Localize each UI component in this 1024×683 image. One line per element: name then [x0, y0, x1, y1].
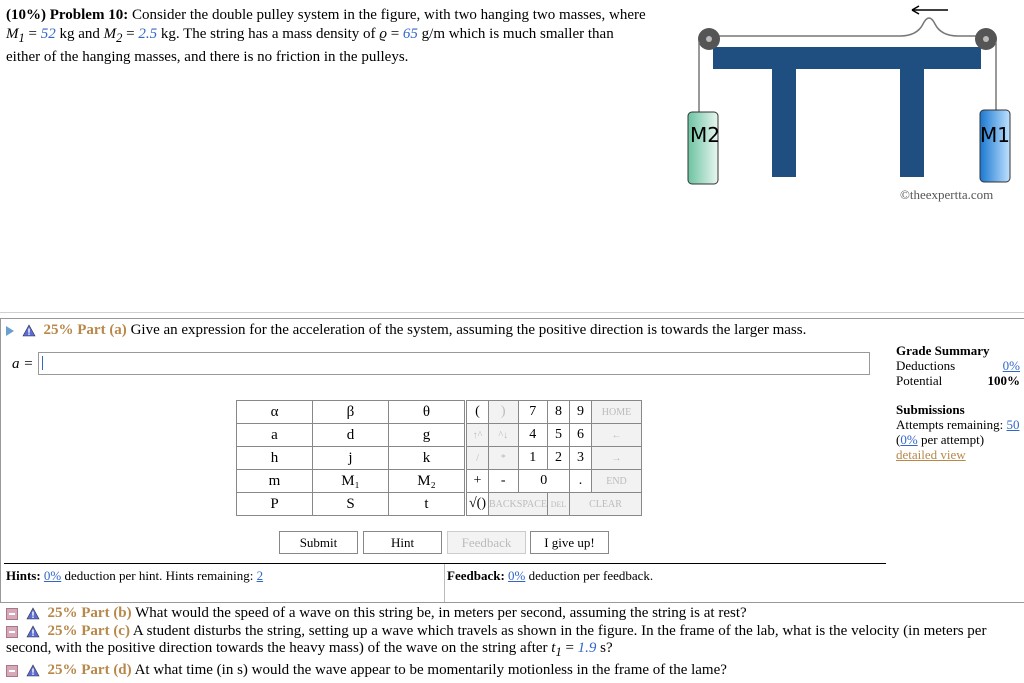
submissions-title: Submissions — [896, 402, 965, 417]
attempts-label: Attempts remaining: — [896, 417, 1004, 432]
key-right-arrow[interactable]: → — [592, 447, 642, 470]
part-c-label: Part (c) — [81, 623, 130, 639]
hints-remaining: 2 — [256, 568, 264, 583]
attempts-value: 50 — [1006, 417, 1020, 432]
answer-label: a = — [12, 356, 34, 372]
t1-unit: s? — [600, 640, 613, 656]
t1-symbol: $t_1$ — [551, 640, 562, 659]
submit-button[interactable]: Submit — [279, 531, 358, 554]
m1-symbol: $M_1$ — [6, 26, 25, 45]
key-M2[interactable]: M₂ — [389, 470, 465, 493]
key-plus[interactable]: + — [467, 470, 489, 493]
key-P[interactable]: P — [237, 493, 313, 516]
key-dot[interactable]: . — [570, 470, 592, 493]
symbol-keypad — [236, 400, 465, 516]
key-close-paren[interactable]: ) — [489, 401, 519, 424]
key-end[interactable]: END — [592, 470, 642, 493]
hints-text: deduction per hint. Hints remaining: — [64, 568, 254, 583]
collapse-icon[interactable] — [6, 626, 18, 638]
part-c-percent: 25% — [47, 623, 78, 639]
key-S[interactable]: S — [313, 493, 389, 516]
part-a-question: Give an expression for the acceleration of the system, assuming the positive direction is towards the larger mass. — [130, 322, 807, 338]
key-5[interactable]: 5 — [548, 424, 570, 447]
part-b-row[interactable] — [6, 605, 1016, 622]
per-attempt-value: 0% — [900, 432, 918, 447]
problem-title: Problem 10: — [49, 7, 129, 23]
rho-unit: g/m which is much smaller than either of the hanging masses, and there is no friction in the pulleys. — [6, 26, 614, 65]
key-minus[interactable]: - — [489, 470, 519, 493]
warning-icon — [26, 664, 40, 677]
problem-text-1: Consider the double pulley system in the figure, with two hanging two masses, where — [131, 7, 646, 23]
key-left-arrow[interactable]: ← — [592, 424, 642, 447]
key-j[interactable]: j — [313, 447, 389, 470]
feedback-percent: 0% — [508, 568, 526, 583]
mass-right-label: M1 — [980, 123, 1010, 147]
problem-statement: (10%) Problem 10: Consider the double pulley system in the figure, with two hanging two masses, where $M_1 = 52$ kg and $M_2 = 2.5$ kg. The string has a mass density of ϱ = 65 g/m which is much smaller than either of the hanging masses, and there is no friction in the pulleys. — [6, 7, 646, 65]
key-alpha[interactable]: α — [237, 401, 313, 424]
grade-summary: Grade Summary Deductions 0% Potential 100% Submissions Attempts remaining: 50 (0% per attempt) detailed view — [896, 343, 1020, 462]
hints-percent: 0% — [43, 568, 62, 583]
m2-symbol: $M_2$ — [103, 26, 123, 45]
number-keypad — [466, 400, 642, 516]
hints-label: Hints: — [6, 568, 41, 583]
part-a-label: Part (a) — [77, 322, 127, 338]
part-d-question: At what time (in s) would the wave appear to be momentarily motionless in the frame of the lame? — [134, 662, 727, 678]
collapse-icon[interactable] — [6, 608, 18, 620]
feedback-text: deduction per feedback. — [528, 568, 654, 583]
feedback-info — [447, 568, 653, 584]
key-open-paren[interactable]: ( — [467, 401, 489, 424]
key-superscript[interactable]: ↑^ — [467, 424, 489, 447]
key-t[interactable]: t — [389, 493, 465, 516]
key-2[interactable]: 2 — [548, 447, 570, 470]
divider — [0, 312, 1024, 313]
feedback-button[interactable]: Feedback — [447, 531, 526, 554]
mass-left-label: M2 — [690, 123, 720, 147]
t1-value: 1.9 — [577, 640, 597, 656]
copyright: ©theexpertta.com — [900, 187, 994, 202]
grade-summary-title: Grade Summary — [896, 343, 990, 358]
key-theta[interactable]: θ — [389, 401, 465, 424]
key-6[interactable]: 6 — [570, 424, 592, 447]
key-sqrt[interactable]: √() — [467, 493, 489, 516]
key-d[interactable]: d — [313, 424, 389, 447]
deductions-label: Deductions — [896, 358, 956, 373]
part-d-label: Part (d) — [81, 662, 132, 678]
pulley-figure — [680, 2, 1024, 212]
key-7[interactable]: 7 — [518, 401, 548, 424]
key-subscript[interactable]: ^↓ — [489, 424, 519, 447]
key-m[interactable]: m — [237, 470, 313, 493]
play-icon[interactable] — [6, 326, 14, 336]
part-b-percent: 25% — [47, 605, 78, 621]
feedback-label: Feedback: — [447, 568, 505, 583]
warning-icon — [22, 324, 36, 337]
key-beta[interactable]: β — [313, 401, 389, 424]
potential-value: 100% — [987, 373, 1020, 388]
key-4[interactable]: 4 — [518, 424, 548, 447]
part-a-heading — [6, 322, 806, 339]
key-0[interactable]: 0 — [518, 470, 570, 493]
m1-value: 52 — [40, 26, 56, 42]
rho-value: 65 — [402, 26, 418, 42]
key-multiply[interactable]: * — [489, 447, 519, 470]
text-cursor — [42, 356, 43, 370]
m2-unit: kg. The string has a mass density of — [160, 26, 376, 42]
part-a-percent: 25% — [43, 322, 74, 338]
per-attempt-label: per attempt) — [920, 432, 985, 447]
part-c-question: A student disturbs the string, setting up a wave which travels as shown in the figure. In the frame of the lab, what is the velocity (in meters per second, with the positive direction towards the heavy mass) of the wave on the string after — [6, 623, 987, 656]
key-home[interactable]: HOME — [592, 401, 642, 424]
answer-input[interactable] — [38, 352, 870, 375]
key-h[interactable]: h — [237, 447, 313, 470]
key-k[interactable]: k — [389, 447, 465, 470]
key-M1[interactable]: M₁ — [313, 470, 389, 493]
hints-info — [6, 568, 263, 584]
key-del[interactable]: DEL — [548, 493, 570, 516]
give-up-button[interactable]: I give up! — [530, 531, 609, 554]
part-b-label: Part (b) — [81, 605, 132, 621]
hint-button[interactable]: Hint — [363, 531, 442, 554]
key-divide[interactable]: / — [467, 447, 489, 470]
key-9[interactable]: 9 — [570, 401, 592, 424]
key-clear[interactable]: CLEAR — [570, 493, 642, 516]
m2-value: 2.5 — [138, 26, 158, 42]
collapse-icon[interactable] — [6, 665, 18, 677]
key-g[interactable]: g — [389, 424, 465, 447]
potential-label: Potential — [896, 373, 943, 388]
part-d-percent: 25% — [47, 662, 78, 678]
warning-icon — [26, 625, 40, 638]
warning-icon — [26, 607, 40, 620]
key-backspace[interactable]: BACKSPACE — [489, 493, 548, 516]
divider-bottom — [0, 602, 1024, 603]
detailed-view-link[interactable]: detailed view — [896, 447, 966, 462]
key-8[interactable]: 8 — [548, 401, 570, 424]
deductions-value: 0% — [1002, 358, 1020, 373]
hints-divider — [444, 564, 445, 602]
rho-symbol: ϱ — [379, 26, 387, 42]
part-d-row[interactable] — [6, 662, 1016, 679]
pulley-diagram — [680, 2, 1024, 212]
problem-weight: (10%) — [6, 7, 46, 23]
m1-unit: kg and — [59, 26, 100, 42]
part-c-row[interactable]: 25% Part (c) A student disturbs the string, setting up a wave which travels as shown in the figure. In the frame of the lab, what is the velocity (in meters per second, with the positive direction towards the heavy mass) of the wave on the string after $t_1 = 1.9$ s? — [6, 623, 987, 659]
hints-feedback-row — [4, 563, 886, 601]
key-1[interactable]: 1 — [518, 447, 548, 470]
key-3[interactable]: 3 — [570, 447, 592, 470]
key-a[interactable]: a — [237, 424, 313, 447]
part-b-question: What would the speed of a wave on this string be, in meters per second, assuming the string is at rest? — [135, 605, 747, 621]
